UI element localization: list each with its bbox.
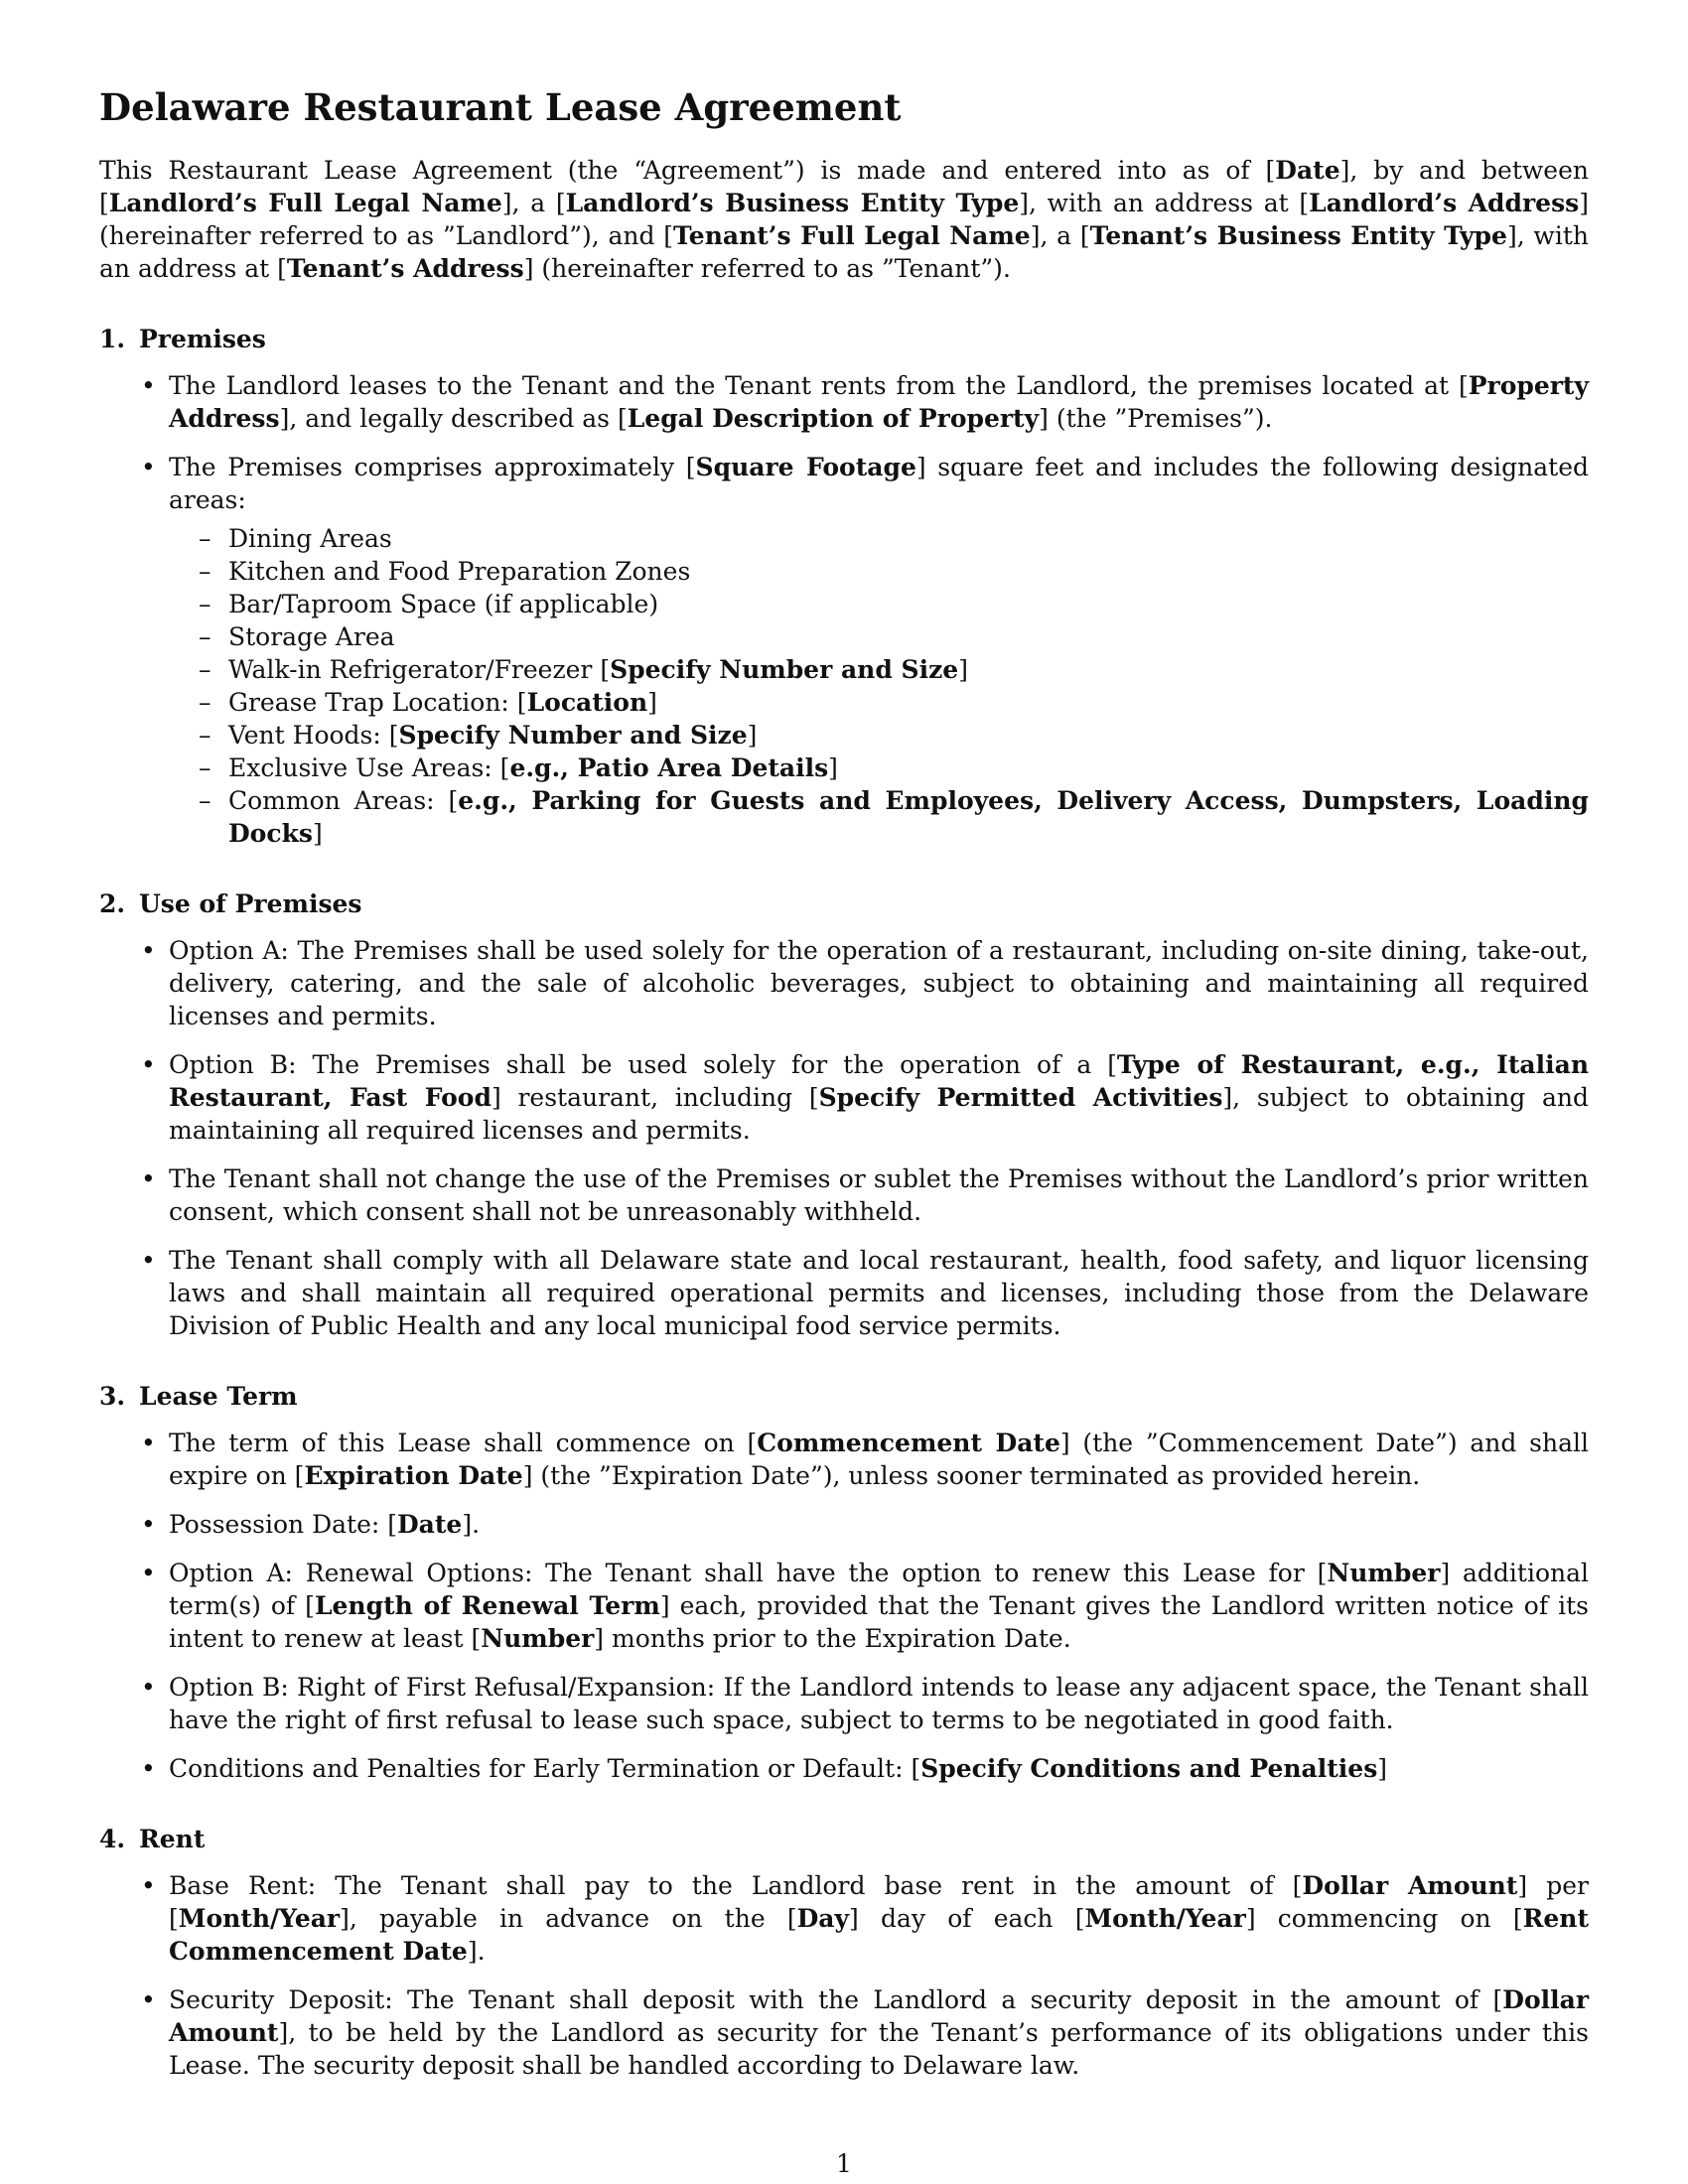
placeholder-field: Number — [481, 1624, 595, 1653]
section-heading — [99, 1823, 1589, 1855]
text-run: ] — [747, 721, 758, 750]
text-run: ] — [828, 753, 838, 782]
text-run: ], with an address at [ — [1019, 189, 1310, 217]
sub-list-item — [228, 522, 1589, 555]
bullet-item — [169, 451, 1589, 850]
bullet-list — [99, 1869, 1589, 2082]
text-run: ], and legally described as [ — [279, 404, 628, 433]
text-run: ] — [958, 655, 968, 684]
sub-list-item — [228, 784, 1589, 850]
bullet-item — [169, 1752, 1589, 1785]
text-run: Walk-in Refrigerator/Freezer [ — [228, 655, 611, 684]
bullet-item — [169, 1508, 1589, 1541]
section-title: Premises — [139, 325, 266, 353]
document-page — [99, 84, 1589, 2098]
text-run: Dining Areas — [228, 524, 392, 553]
bullet-item — [169, 369, 1589, 435]
placeholder-field: Month/Year — [1084, 1904, 1246, 1933]
text-run: Option B: Right of First Refusal/Expansion: If the Landlord intends to lease any adjacent space, the Tenant shall have the right of first refusal to lease such space, subject to terms to be negotiated in good faith. — [169, 1673, 1589, 1734]
placeholder-field: Legal Description of Property — [627, 404, 1040, 433]
bullet-list — [99, 369, 1589, 850]
section-heading — [99, 887, 1589, 920]
intro-paragraph — [99, 154, 1589, 285]
sub-list-item — [228, 751, 1589, 784]
text-run: ] per [ — [169, 1871, 1589, 1933]
bullet-item — [169, 1557, 1589, 1655]
sections-container — [99, 323, 1589, 2082]
section-number: 3. — [99, 1382, 126, 1411]
text-run: The Tenant shall not change the use of the Premises or sublet the Premises without the Landlord’s prior written consent, which consent shall not be unreasonably withheld. — [169, 1164, 1589, 1226]
placeholder-field: Dollar Amount — [169, 1985, 1589, 2047]
text-run: This Restaurant Lease Agreement (the “Agreement”) is made and entered into as of — [99, 156, 1266, 185]
bullet-item — [169, 934, 1589, 1032]
section-title: Lease Term — [139, 1382, 298, 1411]
sub-list-item — [228, 719, 1589, 751]
section-heading — [99, 1380, 1589, 1413]
text-run: Kitchen and Food Preparation Zones — [228, 557, 691, 586]
text-run: Common Areas: [ — [228, 786, 459, 815]
text-run: Storage Area — [228, 622, 395, 651]
page-number: 1 — [836, 2149, 852, 2178]
sub-list-item — [228, 686, 1589, 719]
placeholder-field: Day — [796, 1904, 849, 1933]
placeholder-field: Expiration Date — [304, 1461, 523, 1490]
sub-list-item — [228, 588, 1589, 620]
text-run: The Premises comprises approximately [ — [169, 453, 696, 481]
placeholder-field: Landlord’s Full Legal Name — [108, 189, 502, 217]
placeholder-field: Number — [1327, 1559, 1441, 1587]
placeholder-field: Tenant’s Full Legal Name — [673, 221, 1031, 250]
placeholder-field: Landlord’s Address — [1309, 189, 1580, 217]
bullet-item — [169, 1048, 1589, 1147]
placeholder-field: Date — [396, 1510, 463, 1539]
text-run: ] — [312, 819, 323, 848]
document-title: Delaware Restaurant Lease Agreement — [99, 85, 902, 129]
placeholder-field: Tenant’s Address — [286, 254, 524, 283]
placeholder-field: Specify Number and Size — [610, 655, 959, 684]
text-run: Option A: The Premises shall be used solely for the operation of a restaurant, including on-site dining, take-out, delivery, catering, and the sale of alcoholic beverages, subject to obtaining and maintaining all required licenses and permits. — [169, 936, 1589, 1030]
sub-list-item — [228, 653, 1589, 686]
text-run: ], subject to obtaining and maintaining all required licenses and permits. — [169, 1083, 1589, 1145]
text-run: ], by and between [ — [99, 156, 1589, 217]
placeholder-field: Date — [1275, 156, 1340, 185]
section-title: Use of Premises — [139, 889, 362, 918]
placeholder-field: Tenant’s Business Entity Type — [1089, 221, 1507, 250]
placeholder-field: Rent Commencement Date — [169, 1904, 1590, 1966]
section-heading — [99, 323, 1589, 355]
text-run: ] restaurant, including [ — [491, 1083, 819, 1112]
text-run: ] (hereinafter referred to as ”Tenant”). — [523, 254, 1011, 283]
section-number: 4. — [99, 1825, 126, 1853]
text-run: Vent Hoods: [ — [228, 721, 399, 750]
text-run: Security Deposit: The Tenant shall deposit with the Landlord a security deposit in the amount of [ — [169, 1985, 1503, 2014]
text-run: ] additional term(s) of [ — [169, 1559, 1590, 1620]
text-run: ], to be held by the Landlord as security for the Tenant’s performance of its obligations under this Lease. The security deposit shall be handled according to Delaware law. — [169, 2018, 1589, 2080]
placeholder-field: Specify Permitted Activities — [818, 1083, 1223, 1112]
text-run: The Tenant shall comply with all Delaware state and local restaurant, health, food safety, and liquor licensing laws and shall maintain all required operational permits and licenses, including those from the Delaware Division of Public Health and any local municipal food service permits. — [169, 1246, 1589, 1340]
sub-list-item — [228, 620, 1589, 653]
placeholder-field: Landlord’s Business Entity Type — [565, 189, 1020, 217]
text-run: Option B: The Premises shall be used solely for the operation of a [ — [169, 1050, 1117, 1079]
text-run: ] commencing on [ — [1245, 1904, 1523, 1933]
text-run: Base Rent: The Tenant shall pay to the Landlord base rent in the amount of [ — [169, 1871, 1303, 1900]
placeholder-field: Square Footage — [695, 453, 916, 481]
text-run: ], payable in advance on the [ — [340, 1904, 797, 1933]
text-run: ], a [ — [1030, 221, 1090, 250]
text-run: Option A: Renewal Options: The Tenant shall have the option to renew this Lease for [ — [169, 1559, 1328, 1587]
section-title: Rent — [139, 1825, 206, 1853]
text-run: ] — [647, 688, 657, 717]
placeholder-field: Month/Year — [178, 1904, 341, 1933]
bullet-item — [169, 1427, 1589, 1492]
text-run: ] (the ”Premises”). — [1039, 404, 1273, 433]
text-run: ] each, provided that the Tenant gives the Landlord written notice of its intent to renew at least [ — [169, 1591, 1589, 1653]
placeholder-field: Type of Restaurant, e.g., Italian Restaurant, Fast Food — [169, 1050, 1589, 1112]
sub-list — [169, 522, 1589, 850]
text-run: ]. — [467, 1937, 486, 1966]
bullet-item — [169, 1162, 1589, 1228]
text-run: ] — [1377, 1754, 1388, 1783]
placeholder-field: Dollar Amount — [1302, 1871, 1518, 1900]
placeholder-field: Commencement Date — [757, 1429, 1060, 1457]
text-run: ] day of each [ — [849, 1904, 1085, 1933]
bullet-item — [169, 1869, 1589, 1968]
text-run: Bar/Taproom Space (if applicable) — [228, 590, 659, 618]
text-run: Possession Date: [ — [169, 1510, 397, 1539]
text-run: ] (the ”Commencement Date”) and shall expire on [ — [169, 1429, 1589, 1490]
placeholder-field: e.g., Patio Area Details — [509, 753, 829, 782]
placeholder-field: Specify Number and Size — [398, 721, 748, 750]
text-run: Exclusive Use Areas: [ — [228, 753, 510, 782]
bullet-item — [169, 1244, 1589, 1342]
placeholder-field: Specify Conditions and Penalties — [920, 1754, 1378, 1783]
text-run: ] months prior to the Expiration Date. — [594, 1624, 1071, 1653]
text-run: Grease Trap Location: [ — [228, 688, 527, 717]
placeholder-field: Property Address — [169, 371, 1589, 433]
text-run: [ — [1265, 156, 1276, 185]
text-run: Conditions and Penalties for Early Termination or Default: [ — [169, 1754, 921, 1783]
text-run: The term of this Lease shall commence on [ — [169, 1429, 758, 1457]
section-number: 2. — [99, 889, 126, 918]
text-run: ], with an address at [ — [99, 221, 1589, 283]
text-run: ], a [ — [501, 189, 566, 217]
bullet-list — [99, 1427, 1589, 1785]
text-run: ] (hereinafter referred to as ”Landlord”), and [ — [99, 189, 1589, 250]
section-number: 1. — [99, 325, 126, 353]
text-run: ] square feet and includes the following designated areas: — [169, 453, 1589, 514]
text-run: ]. — [462, 1510, 481, 1539]
placeholder-field: Location — [526, 688, 648, 717]
text-run: ] (the ”Expiration Date”), unless sooner terminated as provided herein. — [522, 1461, 1421, 1490]
bullet-list — [99, 934, 1589, 1342]
placeholder-field: e.g., Parking for Guests and Employees, Delivery Access, Dumpsters, Loading Docks — [228, 786, 1589, 848]
text-run: The Landlord leases to the Tenant and the Tenant rents from the Landlord, the premises located at [ — [169, 371, 1469, 400]
bullet-item — [169, 1983, 1589, 2082]
sub-list-item — [228, 555, 1589, 588]
placeholder-field: Length of Renewal Term — [314, 1591, 660, 1620]
bullet-item — [169, 1671, 1589, 1736]
